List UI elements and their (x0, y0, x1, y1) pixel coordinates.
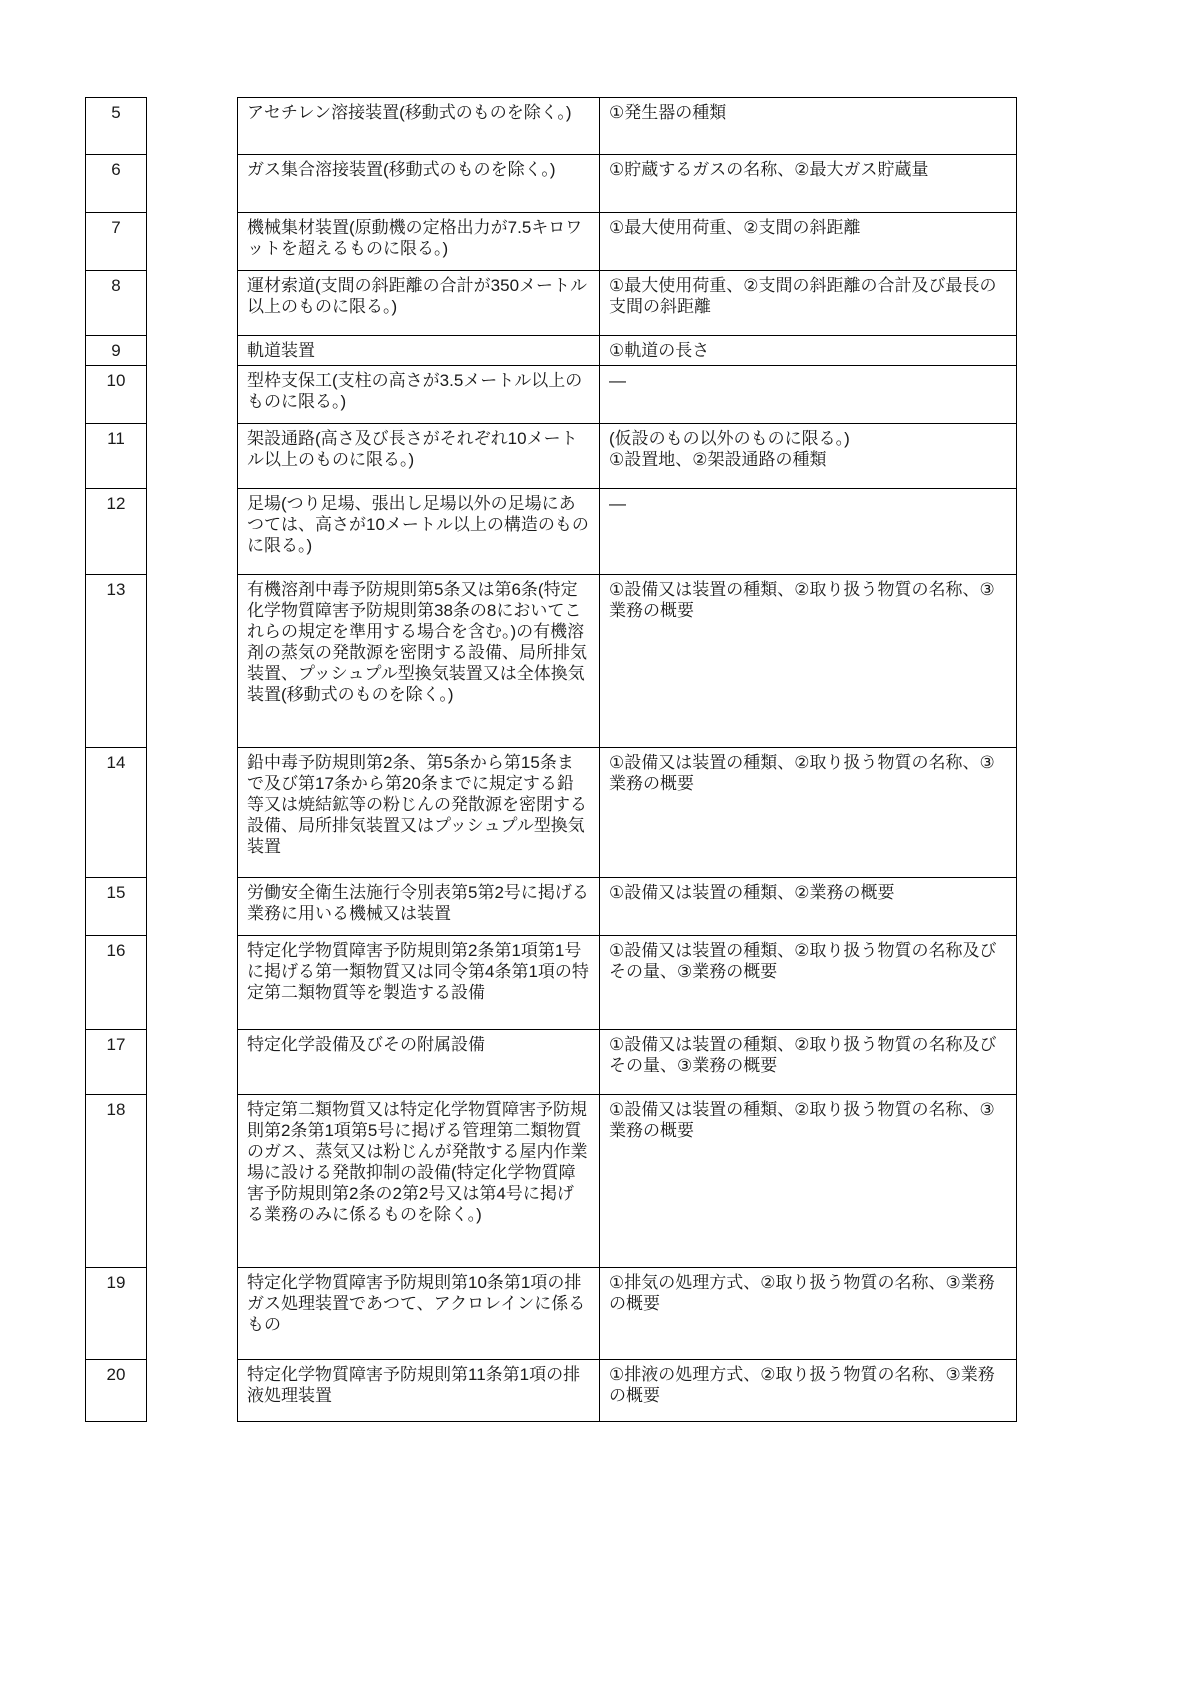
notification-items-cell: ①設備又は装置の種類、②業務の概要 (600, 878, 1017, 936)
notification-items-cell: ①最大使用荷重、②支間の斜距離 (600, 213, 1017, 271)
device-cell: アセチレン溶接装置(移動式のものを除く。) (237, 97, 600, 155)
row-number-cell: 13 (85, 575, 147, 748)
table-row (85, 1268, 1017, 1360)
device-cell: ガス集合溶接装置(移動式のものを除く。) (237, 155, 600, 213)
spacer-column (147, 748, 237, 878)
row-number-cell: 15 (85, 878, 147, 936)
device-cell: 足場(つり足場、張出し足場以外の足場にあつては、高さが10メートル以上の構造のものに限る。) (237, 489, 600, 575)
spacer-column (147, 213, 237, 271)
notification-items-cell: ①排液の処理方式、②取り扱う物質の名称、③業務の概要 (600, 1360, 1017, 1422)
table-row (85, 155, 1017, 213)
device-cell: 鉛中毒予防規則第2条、第5条から第15条まで及び第17条から第20条までに規定する鉛等又は焼結鉱等の粉じんの発散源を密閉する設備、局所排気装置又はプッシュプル型換気装置 (237, 748, 600, 878)
spacer-column (147, 271, 237, 336)
row-number-cell: 11 (85, 424, 147, 489)
notification-items-cell: ①設備又は装置の種類、②取り扱う物質の名称及びその量、③業務の概要 (600, 1030, 1017, 1095)
row-number-cell: 7 (85, 213, 147, 271)
notification-items-cell: ①設備又は装置の種類、②取り扱う物質の名称、③業務の概要 (600, 1095, 1017, 1268)
row-number-cell: 5 (85, 97, 147, 155)
spacer-column (147, 366, 237, 424)
table-row (85, 97, 1017, 155)
row-number-cell: 20 (85, 1360, 147, 1422)
device-cell: 特定化学物質障害予防規則第11条第1項の排液処理装置 (237, 1360, 600, 1422)
row-number-cell: 14 (85, 748, 147, 878)
spacer-column (147, 155, 237, 213)
spacer-column (147, 575, 237, 748)
row-number-cell: 8 (85, 271, 147, 336)
regulation-table (85, 97, 1017, 1422)
notification-items-cell: ①貯蔵するガスの名称、②最大ガス貯蔵量 (600, 155, 1017, 213)
row-number-cell: 10 (85, 366, 147, 424)
row-number-cell: 12 (85, 489, 147, 575)
spacer-column (147, 1360, 237, 1422)
spacer-column (147, 424, 237, 489)
table-row (85, 213, 1017, 271)
device-cell: 運材索道(支間の斜距離の合計が350メートル以上のものに限る。) (237, 271, 600, 336)
device-cell: 軌道装置 (237, 336, 600, 366)
spacer-column (147, 878, 237, 936)
spacer-column (147, 1030, 237, 1095)
table-row (85, 489, 1017, 575)
device-cell: 型枠支保工(支柱の高さが3.5メートル以上のものに限る。) (237, 366, 600, 424)
device-cell: 特定化学物質障害予防規則第2条第1項第1号に掲げる第一類物質又は同令第4条第1項の特定第二類物質等を製造する設備 (237, 936, 600, 1030)
row-number-cell: 6 (85, 155, 147, 213)
spacer-column (147, 97, 237, 155)
table-row (85, 878, 1017, 936)
device-cell: 架設通路(高さ及び長さがそれぞれ10メートル以上のものに限る。) (237, 424, 600, 489)
notification-items-cell: ― (600, 366, 1017, 424)
notification-items-cell: ①設備又は装置の種類、②取り扱う物質の名称、③業務の概要 (600, 748, 1017, 878)
notification-items-cell: ― (600, 489, 1017, 575)
notification-items-cell: ①設備又は装置の種類、②取り扱う物質の名称、③業務の概要 (600, 575, 1017, 748)
row-number-cell: 17 (85, 1030, 147, 1095)
row-number-cell: 9 (85, 336, 147, 366)
table-row (85, 575, 1017, 748)
spacer-column (147, 1268, 237, 1360)
row-number-cell: 19 (85, 1268, 147, 1360)
table-row (85, 336, 1017, 366)
notification-items-cell: ①設備又は装置の種類、②取り扱う物質の名称及びその量、③業務の概要 (600, 936, 1017, 1030)
table-row (85, 936, 1017, 1030)
spacer-column (147, 336, 237, 366)
table-row (85, 1360, 1017, 1422)
device-cell: 特定化学物質障害予防規則第10条第1項の排ガス処理装置であつて、アクロレインに係るもの (237, 1268, 600, 1360)
device-cell: 特定化学設備及びその附属設備 (237, 1030, 600, 1095)
table-row (85, 366, 1017, 424)
notification-items-cell: (仮設のもの以外のものに限る。) ①設置地、②架設通路の種類 (600, 424, 1017, 489)
spacer-column (147, 489, 237, 575)
device-cell: 労働安全衛生法施行令別表第5第2号に掲げる業務に用いる機械又は装置 (237, 878, 600, 936)
notification-items-cell: ①最大使用荷重、②支間の斜距離の合計及び最長の支間の斜距離 (600, 271, 1017, 336)
notification-items-cell: ①発生器の種類 (600, 97, 1017, 155)
table-row (85, 748, 1017, 878)
row-number-cell: 18 (85, 1095, 147, 1268)
spacer-column (147, 1095, 237, 1268)
device-cell: 有機溶剤中毒予防規則第5条又は第6条(特定化学物質障害予防規則第38条の8においてこれらの規定を準用する場合を含む。)の有機溶剤の蒸気の発散源を密閉する設備、局所排気装置、プッシュプル型換気装置又は全体換気装置(移動式のものを除く。) (237, 575, 600, 748)
notification-items-cell: ①軌道の長さ (600, 336, 1017, 366)
table-row (85, 1095, 1017, 1268)
table-row (85, 424, 1017, 489)
device-cell: 機械集材装置(原動機の定格出力が7.5キロワットを超えるものに限る。) (237, 213, 600, 271)
device-cell: 特定第二類物質又は特定化学物質障害予防規則第2条第1項第5号に掲げる管理第二類物質のガス、蒸気又は粉じんが発散する屋内作業場に設ける発散抑制の設備(特定化学物質障害予防規則第2条の2第2号又は第4号に掲げる業務のみに係るものを除く。) (237, 1095, 600, 1268)
spacer-column (147, 936, 237, 1030)
table-row (85, 1030, 1017, 1095)
table-row (85, 271, 1017, 336)
notification-items-cell: ①排気の処理方式、②取り扱う物質の名称、③業務の概要 (600, 1268, 1017, 1360)
row-number-cell: 16 (85, 936, 147, 1030)
